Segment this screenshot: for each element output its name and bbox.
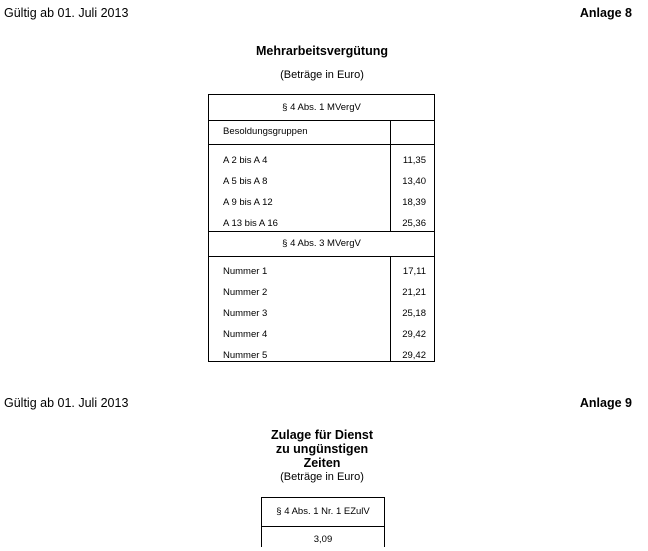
allowance-table-header: § 4 Abs. 1 Nr. 1 EZulV <box>276 506 370 517</box>
row-value: 25,36 <box>402 218 426 229</box>
annex-label-2: Anlage 9 <box>579 396 632 410</box>
valid-from-date: Gültig ab 01. Juli 2013 <box>4 6 129 20</box>
row-label: A 2 bis A 4 <box>223 155 268 166</box>
section-title-line3: Zeiten <box>303 456 341 470</box>
row-value: 11,35 <box>402 155 426 166</box>
valid-from-date-2: Gültig ab 01. Juli 2013 <box>4 396 129 410</box>
row-value: 13,40 <box>402 176 426 187</box>
column-header-pay-grades: Besoldungsgruppen <box>223 126 308 137</box>
page-title: Mehrarbeitsvergütung <box>256 44 388 58</box>
column-divider <box>390 144 391 231</box>
allowance-value: 3,09 <box>313 534 333 545</box>
row-value: 17,11 <box>402 266 426 277</box>
allowance-table <box>261 497 385 547</box>
page-subtitle: (Beträge in Euro) <box>280 69 364 81</box>
row-value: 18,39 <box>402 197 426 208</box>
section-subtitle: (Beträge in Euro) <box>280 471 364 483</box>
row-value: 25,18 <box>402 308 426 319</box>
section-title-line2: zu ungünstigen <box>275 442 369 456</box>
column-divider <box>390 256 391 362</box>
row-label: Nummer 3 <box>223 308 268 319</box>
row-label: Nummer 1 <box>223 266 268 277</box>
divider <box>262 526 384 527</box>
row-value: 21,21 <box>402 287 426 298</box>
row-label: A 9 bis A 12 <box>223 197 273 208</box>
divider <box>209 144 434 145</box>
annex-label: Anlage 8 <box>579 6 632 20</box>
divider <box>209 231 434 232</box>
row-label: A 5 bis A 8 <box>223 176 268 187</box>
row-value: 29,42 <box>402 329 426 340</box>
section-header-abs3: § 4 Abs. 3 MVergV <box>282 238 361 249</box>
row-value: 29,42 <box>402 350 426 361</box>
row-label: A 13 bis A 16 <box>223 218 278 229</box>
row-label: Nummer 5 <box>223 350 268 361</box>
row-label: Nummer 2 <box>223 287 268 298</box>
column-divider <box>390 120 391 144</box>
section-header-abs1: § 4 Abs. 1 MVergV <box>282 102 361 113</box>
divider <box>209 120 434 121</box>
section-title-line1: Zulage für Dienst <box>270 428 374 442</box>
divider <box>209 256 434 257</box>
row-label: Nummer 4 <box>223 329 268 340</box>
payment-table <box>208 94 435 362</box>
